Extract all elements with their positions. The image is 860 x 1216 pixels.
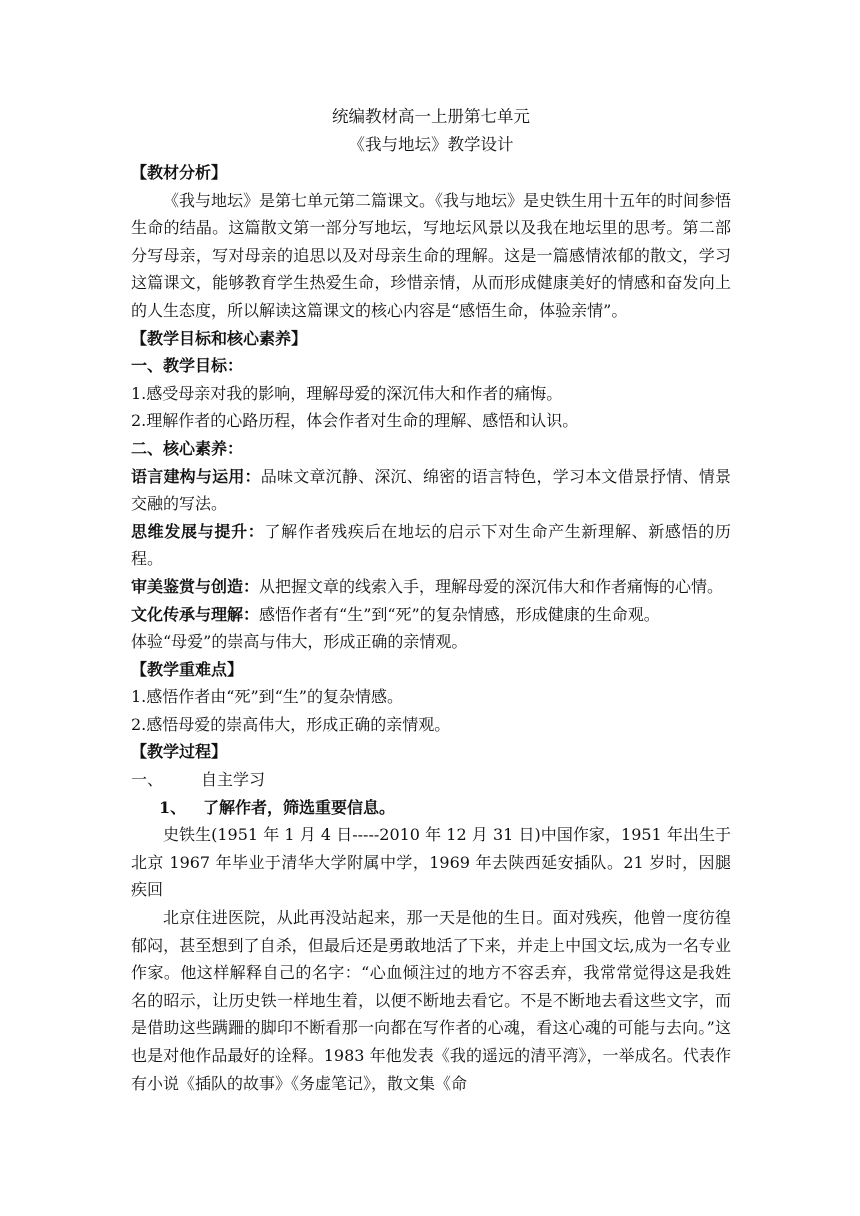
goal-item-2: 2.理解作者的心路历程，体会作者对生命的理解、感悟和认识。	[131, 411, 579, 431]
document-body	[131, 103, 731, 1097]
author-bio-paragraph-1: 史铁生(1951 年 1 月 4 日-----2010 年 12 月 31 日)中国作家，1951 年出生于北京 1967 年毕业于清华大学附属中学，1969 年去陕西延安插队。21 岁时，因腿疾回	[131, 825, 731, 900]
substep-title: 了解作者，筛选重要信息。	[203, 797, 396, 817]
author-bio-paragraph-2: 北京住进医院，从此再没站起来，那一天是他的生日。面对残疾，他曾一度彷徨郁闷，甚至想到了自杀，但最后还是勇敢地活了下来，并走上中国文坛,成为一名专业作家。他这样解释自己的名字：“心血倾注过的地方不容丢弃，我常常觉得这是我姓名的昭示，让历史铁一样地生着，以便不断地去看它。不是不断地去看这些文字，而是借助这些蹒跚的脚印不断看那一向都在写作者的心魂，看这心魂的可能与去向。”这也是对他作品最好的诠释。1983 年他发表《我的遥远的清平湾》，一举成名。代表作有小说《插队的故事》《务虚笔记》，散文集《命	[131, 908, 731, 1093]
literacy-text-1: 品味文章沉静、深沉、绵密的语言特色，学习本文借景抒情、情景交融的写法。	[131, 466, 731, 514]
literacy-item-1	[131, 463, 731, 518]
section-heading-goals: 【教学目标和核心素养】	[131, 328, 308, 348]
literacy-text-2: 了解作者残疾后在地坛的启示下对生命产生新理解、新感悟的历程。	[131, 521, 731, 569]
process-step-number: 一、	[131, 770, 164, 790]
literacy-text-4: 感悟作者有“生”到“死”的复杂情感，形成健康的生命观。	[259, 604, 660, 624]
document-title-line1: 统编教材高一上册第七单元	[332, 107, 530, 126]
substep-heading	[131, 794, 731, 822]
substep-number: 1、	[159, 797, 187, 817]
literacy-item-4-continued: 体验“母爱”的崇高与伟大，形成正确的亲情观。	[131, 632, 468, 652]
section-heading-keypoints: 【教学重难点】	[131, 659, 244, 679]
goals-subheading: 一、教学目标：	[131, 356, 244, 376]
process-step-title: 自主学习	[201, 770, 266, 790]
material-paragraph: 《我与地坛》是第七单元第二篇课文。《我与地坛》是史铁生用十五年的时间参悟生命的结晶。这篇散文第一部分写地坛，写地坛风景以及我在地坛里的思考。第二部分写母亲，写对母亲的追思以及对母亲生命的理解。这是一篇感情浓郁的散文，学习这篇课文，能够教育学生热爱生命，珍惜亲情，从而形成健康美好的情感和奋发向上的人生态度，所以解读这篇课文的核心内容是“感悟生命，体验亲情”。	[131, 190, 732, 320]
literacy-text-3: 从把握文章的线索入手，理解母爱的深沉伟大和作者痛悔的心情。	[259, 576, 724, 596]
literacy-label-4: 文化传承与理解：	[131, 604, 260, 624]
document-title-line2: 《我与地坛》教学设计	[348, 135, 514, 154]
literacy-item-2	[131, 518, 731, 573]
literacy-item-3	[131, 573, 731, 601]
literacy-label-2: 思维发展与提升：	[131, 521, 265, 541]
section-heading-material: 【教材分析】	[131, 163, 228, 182]
process-step-heading	[131, 766, 731, 794]
section-heading-process: 【教学过程】	[131, 742, 228, 762]
keypoint-item-1: 1.感悟作者由“死”到“生”的复杂情感。	[131, 687, 403, 707]
literacy-subheading: 二、核心素养：	[131, 438, 244, 458]
goal-item-1: 1.感受母亲对我的影响，理解母爱的深沉伟大和作者的痛悔。	[131, 383, 563, 403]
literacy-label-1: 语言建构与运用：	[131, 466, 261, 486]
literacy-label-3: 审美鉴赏与创造：	[131, 576, 260, 596]
literacy-item-4	[131, 601, 731, 629]
keypoint-item-2: 2.感悟母爱的崇高伟大，形成正确的亲情观。	[131, 714, 451, 734]
